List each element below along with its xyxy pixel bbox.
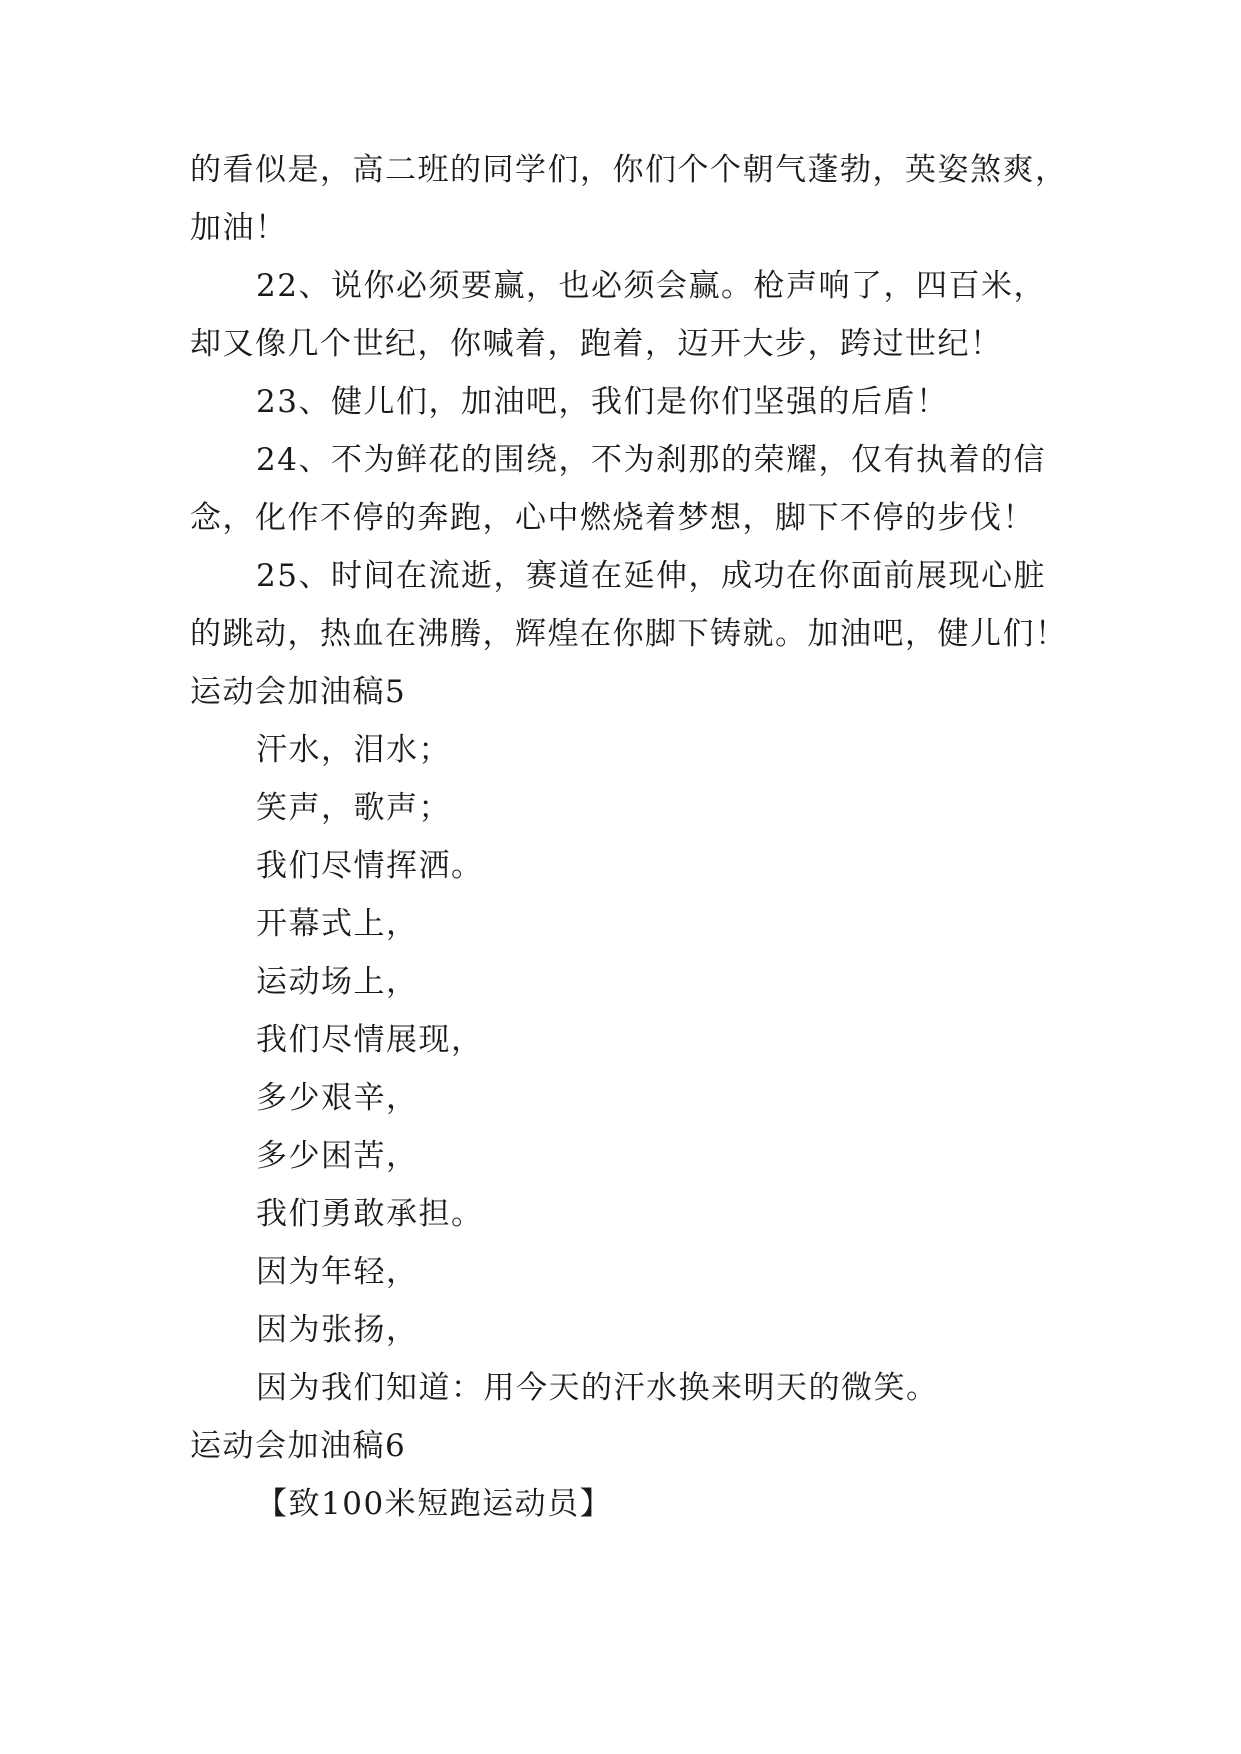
- poem-line: 我们勇敢承担。: [256, 1196, 484, 1232]
- poem-line: 因为我们知道：用今天的汗水换来明天的微笑。: [256, 1370, 939, 1406]
- poem-line: 多少困苦，: [256, 1138, 419, 1174]
- paragraph-24-line-1: 24、不为鲜花的围绕，不为刹那的荣耀，仅有执着的信: [256, 442, 1046, 478]
- poem-line: 因为年轻，: [256, 1254, 419, 1290]
- paragraph-25-line-1: 25、时间在流逝，赛道在延伸，成功在你面前展现心脏: [256, 558, 1046, 594]
- paragraph-21-line-3: 加油！: [190, 210, 288, 246]
- paragraph-22-line-2: 却又像几个世纪，你喊着，跑着，迈开大步，跨过世纪！: [190, 326, 1003, 362]
- paragraph-22-line-1: 22、说你必须要赢，也必须会赢。枪声响了，四百米，: [256, 268, 1046, 304]
- subheading-100m: 【致100米短跑运动员】: [256, 1486, 613, 1522]
- poem-line: 多少艰辛，: [256, 1080, 419, 1116]
- poem-line: 我们尽情挥洒。: [256, 848, 484, 884]
- poem-line: 开幕式上，: [256, 906, 419, 942]
- section-heading-5: 运动会加油稿5: [190, 674, 407, 710]
- paragraph-23: 23、健儿们，加油吧，我们是你们坚强的后盾！: [256, 384, 949, 420]
- poem-line: 笑声，歌声；: [256, 790, 451, 826]
- section-heading-6: 运动会加油稿6: [190, 1428, 407, 1464]
- paragraph-21-line-2: 的看似是，高二班的同学们，你们个个朝气蓬勃，英姿煞爽，: [190, 152, 1068, 188]
- poem-line: 运动场上，: [256, 964, 419, 1000]
- poem-line: 汗水，泪水；: [256, 732, 451, 768]
- paragraph-24-line-2: 念，化作不停的奔跑，心中燃烧着梦想，脚下不停的步伐！: [190, 500, 1035, 536]
- poem-line: 我们尽情展现，: [256, 1022, 484, 1058]
- paragraph-25-line-2: 的跳动，热血在沸腾，辉煌在你脚下铸就。加油吧，健儿们！: [190, 616, 1068, 652]
- poem-line: 因为张扬，: [256, 1312, 419, 1348]
